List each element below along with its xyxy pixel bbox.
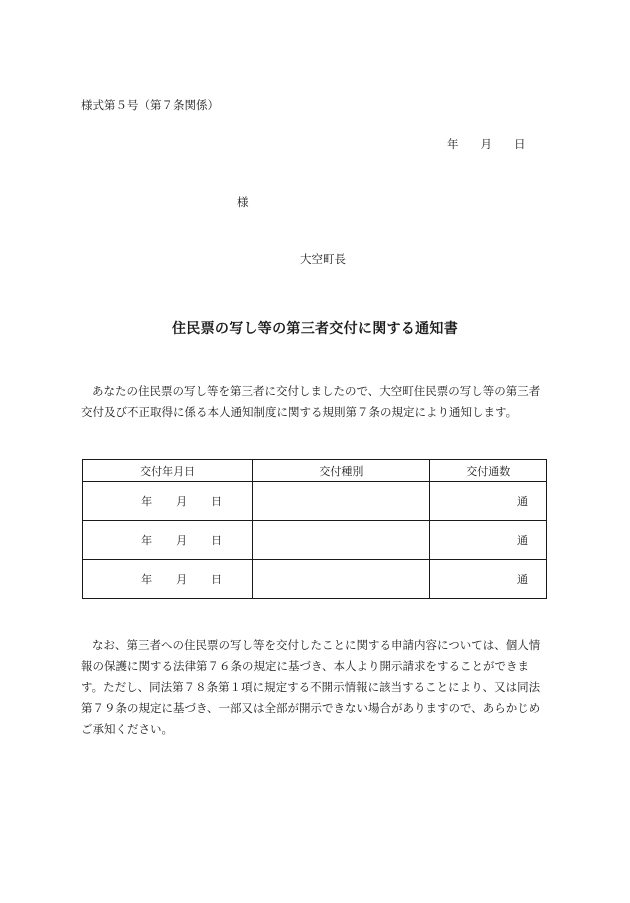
- header-issue-type: 交付種別: [253, 460, 430, 482]
- date-year-label: 年: [447, 137, 459, 151]
- issue-type-cell: [253, 521, 430, 560]
- table-header-row: [83, 460, 547, 482]
- row-year-label: 年: [141, 573, 153, 586]
- disclosure-notice-paragraph: なお、第三者への住民票の写し等を交付したことに関する申請内容については、個人情報の保護に関する法律第７６条の規定に基づき、本人より開示請求をすることができます。ただし、同法第７８条第１項に規定する不開示情報に該当することにより、又は同法第７９条の規定に基づき、一部又は全部が開示できない場合がありますので、あらかじめご承知ください。: [81, 638, 541, 736]
- addressee-suffix: 様: [237, 195, 249, 209]
- row-year-label: 年: [141, 495, 153, 508]
- issue-count-cell: 通: [430, 482, 547, 521]
- row-month-label: 月: [176, 495, 188, 508]
- issuer-name: 大空町長: [300, 252, 346, 266]
- document-title: 住民票の写し等の第三者交付に関する通知書: [172, 321, 458, 337]
- issue-count-cell: 通: [430, 521, 547, 560]
- row-month-label: 月: [176, 573, 188, 586]
- issue-type-cell: [253, 482, 430, 521]
- issue-date-cell: [83, 560, 253, 599]
- table-row: [83, 521, 547, 560]
- issue-type-cell: [253, 560, 430, 599]
- issue-date-cell: [83, 482, 253, 521]
- header-issue-date: 交付年月日: [83, 460, 253, 482]
- issue-count-cell: 通: [430, 560, 547, 599]
- intro-paragraph: あなたの住民票の写し等を第三者に交付しましたので、大空町住民票の写し等の第三者交付及び不正取得に係る本人通知制度に関する規則第７条の規定により通知します。: [81, 384, 541, 419]
- date-day-label: 日: [514, 137, 526, 151]
- issue-date: [447, 136, 526, 152]
- header-issue-count: 交付通数: [430, 460, 547, 482]
- issuance-table: [82, 459, 547, 599]
- issue-date-cell: [83, 521, 253, 560]
- table-row: [83, 560, 547, 599]
- row-day-label: 日: [211, 534, 223, 547]
- row-year-label: 年: [141, 534, 153, 547]
- table-row: [83, 482, 547, 521]
- date-month-label: 月: [480, 137, 492, 151]
- row-day-label: 日: [211, 573, 223, 586]
- row-month-label: 月: [176, 534, 188, 547]
- row-day-label: 日: [211, 495, 223, 508]
- form-number: 様式第５号（第７条関係）: [81, 98, 219, 112]
